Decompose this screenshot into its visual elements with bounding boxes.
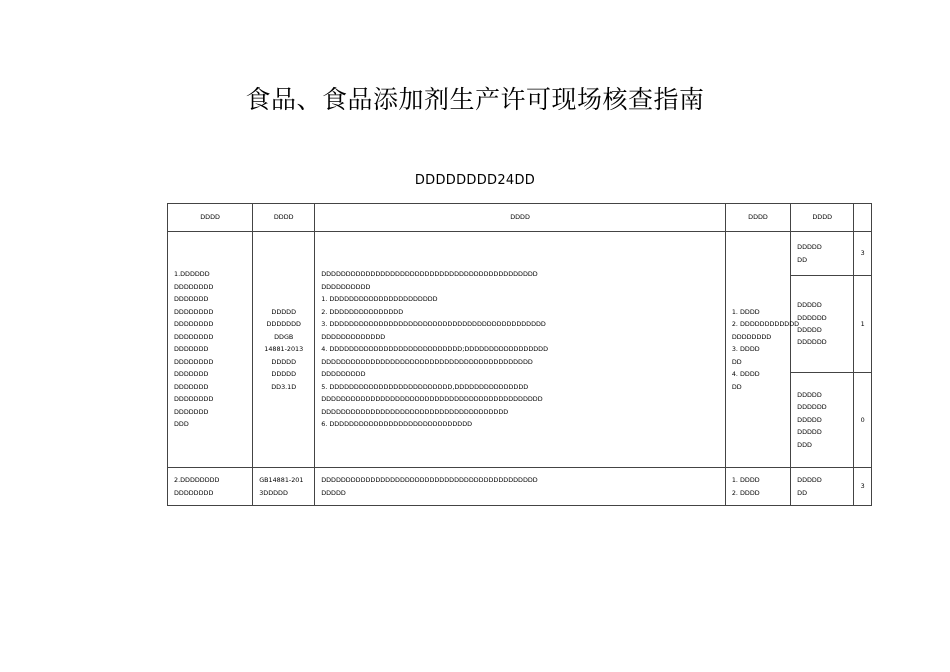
row1-item-cell	[168, 232, 253, 468]
cell-line: 1. DDDD	[731, 307, 760, 316]
cell-line: 14881-2013	[264, 345, 304, 354]
cell-line: DDDDDDDD	[731, 332, 772, 341]
cell-line: DDDDDD	[797, 313, 827, 322]
row1-result-3	[791, 373, 854, 468]
header-requirement: DDDD	[315, 204, 726, 232]
table-row	[168, 468, 872, 506]
cell-line: 6. DDDDDDDDDDDDDDDDDDDDDDDDDDDDD	[321, 420, 473, 429]
cell-line: DDDDDDDDDDDDDDDDDDDDDDDDDDDDDDDDDDDDDDDDDDDD	[321, 270, 538, 279]
cell-line: DDDDDDD	[174, 407, 209, 416]
row2-requirement-cell	[315, 468, 726, 506]
cell-line: DDDDDD	[797, 338, 827, 347]
row1-requirement-cell	[315, 232, 726, 468]
cell-line: 3. DDDD	[731, 345, 760, 354]
row1-result-1	[791, 232, 854, 276]
row1-score-2: 1	[854, 276, 872, 373]
cell-line: DDDDD	[271, 357, 297, 366]
row1-basis-cell	[253, 232, 315, 468]
header-basis: DDDD	[253, 204, 315, 232]
cell-line: DDDDDDDDDD	[321, 282, 371, 291]
row2-result	[791, 468, 854, 506]
cell-line: 2.DDDDDDDD	[174, 476, 220, 485]
cell-line: DDDDDDDD	[174, 320, 214, 329]
cell-line: DDDDD	[321, 488, 346, 497]
cell-line: DDDDD	[797, 390, 822, 399]
cell-line: 1.DDDDDD	[174, 270, 210, 279]
row2-basis-cell	[253, 468, 315, 506]
inspection-table	[167, 203, 872, 506]
cell-line: DDDDD	[271, 307, 297, 316]
cell-line: DDDDDDDD	[174, 332, 214, 341]
cell-line: DDDDDDDDDDDDDDDDDDDDDDDDDDDDDDDDDDDDDDDDDDDD	[321, 476, 538, 485]
cell-line: DD3.1D	[271, 382, 297, 391]
cell-line: DDDDD	[797, 415, 822, 424]
cell-line: DDDDD	[797, 476, 822, 485]
cell-line: 4. DDDD	[731, 370, 760, 379]
cell-line: DDDDDDDD	[174, 357, 214, 366]
cell-line: DDDDDDDDDDDDDDDDDDDDDDDDDDDDDDDDDDDDDD	[321, 407, 509, 416]
row1-result-2	[791, 276, 854, 373]
cell-line: DDDDDD	[797, 403, 827, 412]
row2-score: 3	[854, 468, 872, 506]
cell-line: 4. DDDDDDDDDDDDDDDDDDDDDDDDDDD;DDDDDDDDDDDDDDDDD	[321, 345, 549, 354]
cell-line: DDDDDDD	[266, 320, 301, 329]
row1-score-1: 3	[854, 232, 872, 276]
cell-line: 2. DDDDDDDDDDDDDDD	[321, 307, 404, 316]
header-method: DDDD	[725, 204, 790, 232]
row2-method-cell	[725, 468, 790, 506]
cell-line: DDDDD	[797, 326, 822, 334]
cell-line: DDDDDDD	[174, 295, 209, 304]
cell-line: DDDDD	[797, 301, 822, 310]
page-title: 食品、食品添加剂生产许可现场核查指南	[245, 85, 705, 114]
cell-line: GB14881-201	[259, 476, 304, 485]
cell-line: DD	[797, 488, 807, 497]
header-score	[854, 204, 872, 232]
cell-line: DDDDDDDDDDDDD	[321, 332, 386, 341]
table-header-row	[168, 204, 872, 232]
cell-line: DDD	[797, 440, 812, 449]
cell-line: DDDDD	[797, 243, 822, 252]
cell-line: 5. DDDDDDDDDDDDDDDDDDDDDDDDD,DDDDDDDDDDDDDDD	[321, 382, 529, 391]
cell-line: DDDDD	[797, 428, 822, 437]
cell-line: DDDDDDD	[174, 345, 209, 354]
cell-line: DDDDDDDD	[174, 307, 214, 316]
cell-line: 1. DDDDDDDDDDDDDDDDDDDDDD	[321, 295, 438, 304]
cell-line: DDDDDDD	[174, 370, 209, 379]
table-caption: DDDDDDDD24DD	[414, 173, 536, 188]
cell-line: DDDDDDDDD	[321, 370, 366, 379]
header-item: DDDD	[168, 204, 253, 232]
cell-line: DDDDDDDD	[174, 282, 214, 291]
cell-line: 1. DDDD	[731, 476, 760, 485]
cell-line: DDDDDDD	[174, 382, 209, 391]
cell-line: DDD	[174, 420, 189, 429]
cell-line: 2. DDDDDDDDDDDD	[731, 320, 800, 329]
cell-line: DDDDDDDDDDDDDDDDDDDDDDDDDDDDDDDDDDDDDDDDDDDDD	[321, 395, 543, 404]
cell-line: DD	[797, 255, 807, 264]
cell-line: DDDDDDDD	[174, 395, 214, 404]
cell-line: 3. DDDDDDDDDDDDDDDDDDDDDDDDDDDDDDDDDDDDDDDDDDDD	[321, 320, 546, 329]
cell-line: DDDDD	[271, 370, 297, 379]
table-row	[168, 232, 872, 276]
cell-line: 3DDDDD	[259, 488, 288, 497]
cell-line: 2. DDDD	[731, 488, 760, 497]
cell-line: DDGB	[274, 332, 294, 341]
header-result: DDDD	[791, 204, 854, 232]
cell-line: DDDDDDDDDDDDDDDDDDDDDDDDDDDDDDDDDDDDDDDDDDD	[321, 357, 533, 366]
row2-item-cell	[168, 468, 253, 506]
cell-line: DD	[731, 382, 742, 391]
row1-method-cell	[725, 232, 800, 468]
row1-score-3: 0	[854, 373, 872, 468]
cell-line: DDDDDDDD	[174, 488, 214, 497]
cell-line: DD	[731, 357, 742, 366]
